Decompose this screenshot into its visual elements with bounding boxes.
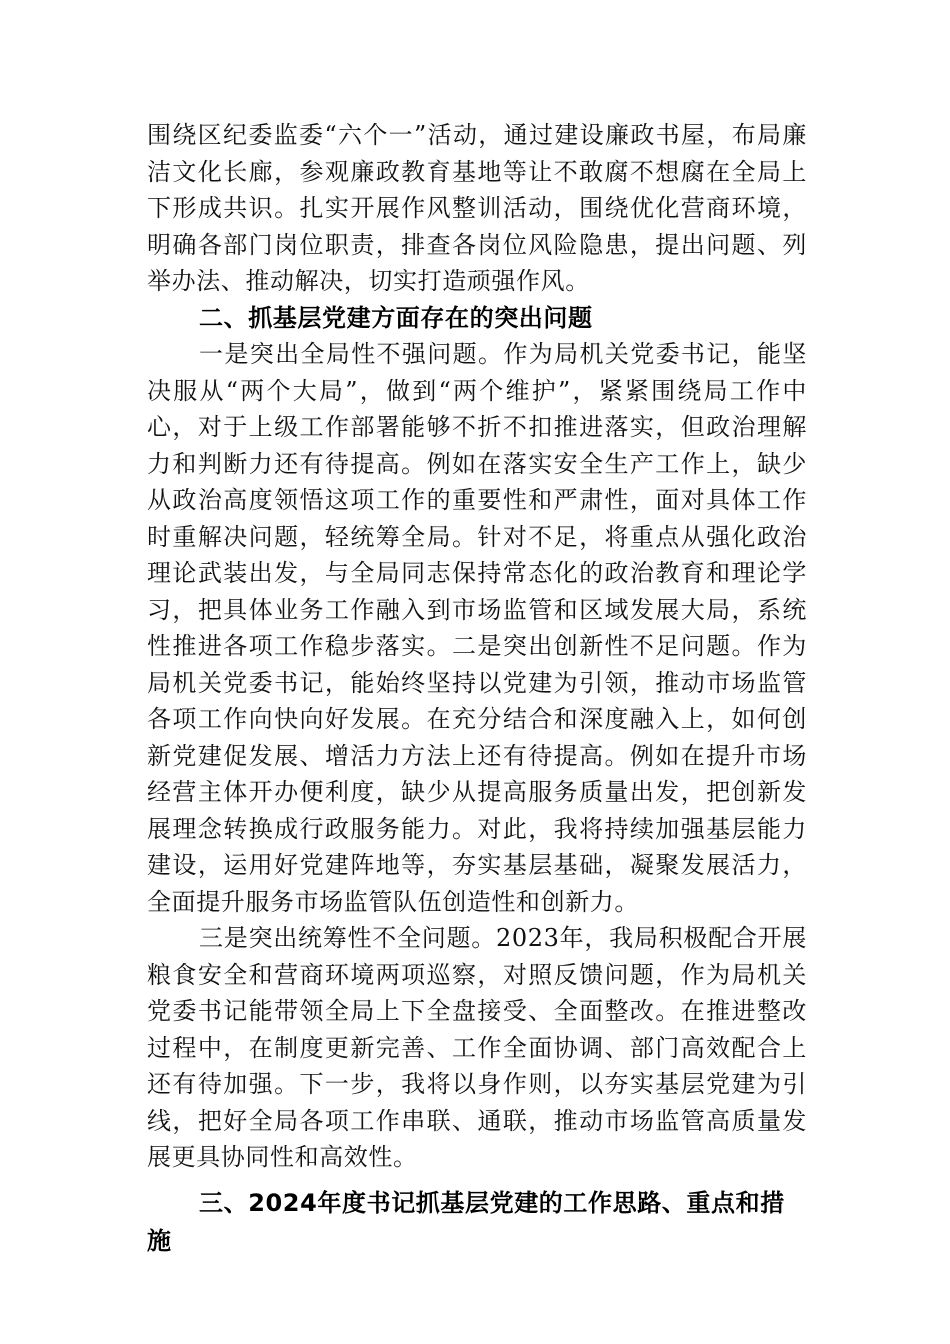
paragraph-problems-overall: 一是突出全局性不强问题。作为局机关党委书记，能坚决服从“两个大局”，做到“两个维护”，紧紧围绕局工作中心，对于上级工作部署能够不折不扣推进落实，但政治理解力和判断力还有待提高。例如在落实安全生产工作上，缺少从政治高度领悟这项工作的重要性和严肃性，面对具体工作时重解决问题，轻统筹全局。针对不足，将重点从强化政治理论武装出发，与全局同志保持常态化的政治教育和理论学习，把具体业务工作融入到市场监管和区域发展大局，系统性推进各项工作稳步落实。二是突出创新性不足问题。作为局机关党委书记，能始终坚持以党建为引领，推动市场监管各项工作向快向好发展。在充分结合和深度融入上，如何创新党建促发展、增活力方法上还有待提高。例如在提升市场经营主体开办便利度，缺少从提高服务质量出发，把创新发展理念转换成行政服务能力。对此，我将持续加强基层能力建设，运用好党建阵地等，夯实基层基础，凝聚发展活力，全面提升服务市场监管队伍创造性和创新力。 (147, 340, 807, 916)
document-body (147, 117, 807, 1260)
section-heading-2024-plan: 三、2024年度书记抓基层党建的工作思路、重点和措施 (147, 1188, 785, 1255)
section-heading-problems: 二、抓基层党建方面存在的突出问题 (199, 303, 593, 332)
paragraph-integrity-culture: 围绕区纪委监委“六个一”活动，通过建设廉政书屋，布局廉洁文化长廊，参观廉政教育基地等让不敢腐不想腐在全局上下形成共识。扎实开展作风整训活动，围绕优化营商环境，明确各部门岗位职责，排查各岗位风险隐患，提出问题、列举办法、推动解决，切实打造顽强作风。 (147, 121, 807, 295)
paragraph-problems-coordination: 三是突出统筹性不全问题。2023年，我局积极配合开展粮食安全和营商环境两项巡察，对照反馈问题，作为局机关党委书记能带领全局上下全盘接受、全面整改。在推进整改过程中，在制度更新完善、工作全面协调、部门高效配合上还有待加强。下一步，我将以身作则，以夯实基层党建为引线，把好全局各项工作串联、通联，推动市场监管高质量发展更具协同性和高效性。 (147, 924, 807, 1171)
